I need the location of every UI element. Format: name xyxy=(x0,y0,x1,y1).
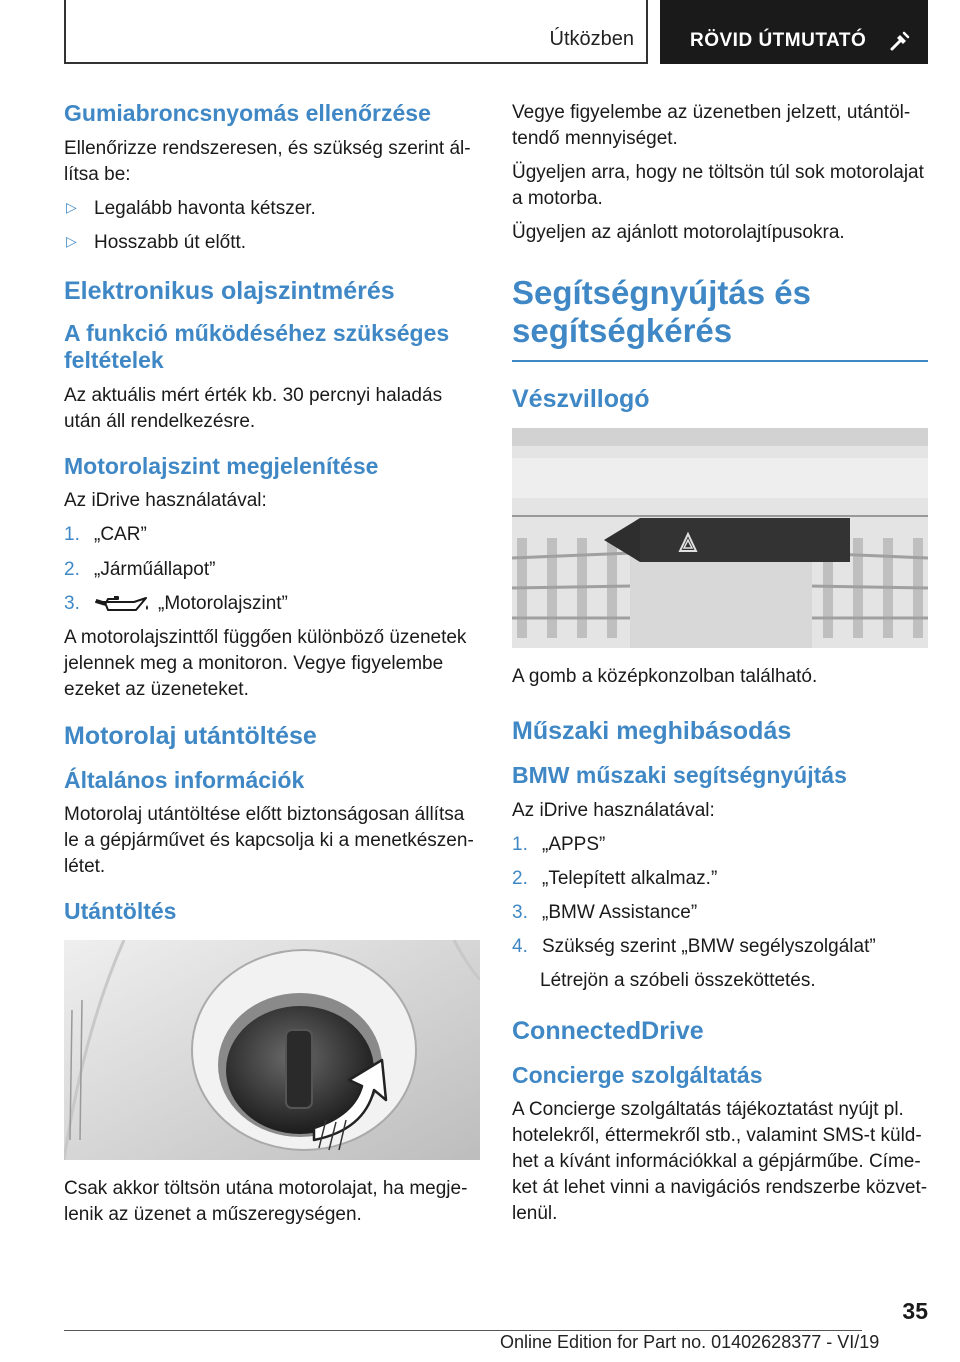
footer-edition: Online Edition for Part no. 01402628377 - VI/19 xyxy=(500,1332,880,1352)
quick-guide-tab xyxy=(660,0,928,64)
conditions-text: Az aktuális mért érték kb. 30 percnyi haladás után áll rendelkezésre. xyxy=(64,384,443,432)
oil-display-text: A motorolajszinttől függően különböző üzenetek jelennek meg a monitoron. Vegye figyelembe ezeket az üzeneteket. xyxy=(64,626,467,700)
list-item: 2. „Telepített alkalmaz.” xyxy=(512,867,718,889)
bmw-result: Létrejön a szóbeli összeköttetés. xyxy=(540,969,816,991)
bmw-steps xyxy=(512,832,928,960)
tire-check-list xyxy=(64,196,480,256)
refill-caption: Csak akkor töltsön utána motorolajat, ha megjelenik az üzenet a műszeregységen. xyxy=(64,1177,468,1225)
tire-pressure-heading: Gumiabroncsnyomás ellenőrzése xyxy=(64,100,431,126)
triangle-bullet-icon: ▷ xyxy=(66,232,77,249)
triangle-bullet-icon: ▷ xyxy=(66,198,77,215)
list-item: 2. „Járműállapot” xyxy=(64,558,216,580)
hazard-caption: A gomb a középkonzolban található. xyxy=(512,665,818,687)
general-info-text: Motorolaj utántöltése előtt biztonságosan állítsa le a gépjárművet és kapcsolja ki a menetkészenlétet. xyxy=(64,804,474,878)
wrench-icon xyxy=(888,29,912,53)
oil-measure-heading: Elektronikus olajszintmérés xyxy=(64,276,395,305)
quick-guide-label: RÖVID ÚTMUTATÓ xyxy=(690,30,867,51)
concierge-heading: Concierge szolgáltatás xyxy=(512,1061,763,1088)
oil-display-steps xyxy=(64,522,480,616)
list-item: 4. Szükség szerint „BMW segélyszolgálat” xyxy=(512,935,876,957)
hazard-heading: Vészvillogó xyxy=(512,384,650,413)
conditions-heading: A funkció működéséhez szükséges feltételek xyxy=(64,319,450,374)
oil-can-icon xyxy=(94,594,150,614)
note-quantity: Vegye figyelembe az üzenetben jelzett, utántöltendő mennyiséget. xyxy=(512,102,911,150)
heading-rule xyxy=(512,360,928,362)
oil-display-intro: Az iDrive használatával: xyxy=(64,490,267,512)
general-info-heading: Általános információk xyxy=(64,766,305,793)
note-oil-types: Ügyeljen az ajánlott motorolajtípusokra. xyxy=(512,222,845,244)
list-item: 1. „APPS” xyxy=(512,833,606,855)
page-number: 35 xyxy=(902,1298,928,1324)
refill-heading: Utántöltés xyxy=(64,898,177,925)
breakdown-heading: Műszaki meghibásodás xyxy=(512,716,792,745)
oil-display-heading: Motorolajszint megjelenítése xyxy=(64,452,379,479)
header-section-title: Útközben xyxy=(549,28,634,50)
tire-intro: Ellenőrizze rendszeresen, és szükség szerint állítsa be: xyxy=(64,137,471,185)
note-overfill: Ügyeljen arra, hogy ne töltsön túl sok motorolajat a motorba. xyxy=(512,162,924,210)
oil-refill-heading: Motorolaj utántöltése xyxy=(64,721,317,750)
bmw-assistance-heading: BMW műszaki segítségnyújtás xyxy=(512,761,847,788)
concierge-text: A Concierge szolgáltatás tájékoztatást nyújt pl. hotelekről, éttermekről stb., valamint SMS-t küldhet a kívánt információkkal a gépjárműbe. Címeket át lehet vinni a navigációs rendszerbe közvetlenül. xyxy=(512,1099,928,1225)
list-item: ▷ Legalább havonta kétszer. xyxy=(66,197,316,219)
footer-rule xyxy=(64,1330,862,1331)
right-column xyxy=(512,100,928,1235)
list-item: 3. „Motorolajszint” xyxy=(64,592,288,614)
header-section-box xyxy=(64,0,648,64)
left-column xyxy=(64,100,480,1236)
list-item: ▷ Hosszabb út előtt. xyxy=(66,231,247,253)
help-heading: Segítségnyújtás és segítségkérés xyxy=(512,274,811,350)
bmw-intro: Az iDrive használatával: xyxy=(512,799,715,821)
oil-cap-image xyxy=(64,940,480,1160)
connecteddrive-heading: ConnectedDrive xyxy=(512,1016,704,1045)
hazard-button-image xyxy=(512,428,928,648)
list-item: 3. „BMW Assistance” xyxy=(512,901,698,923)
list-item: 1. „CAR” xyxy=(64,524,147,546)
